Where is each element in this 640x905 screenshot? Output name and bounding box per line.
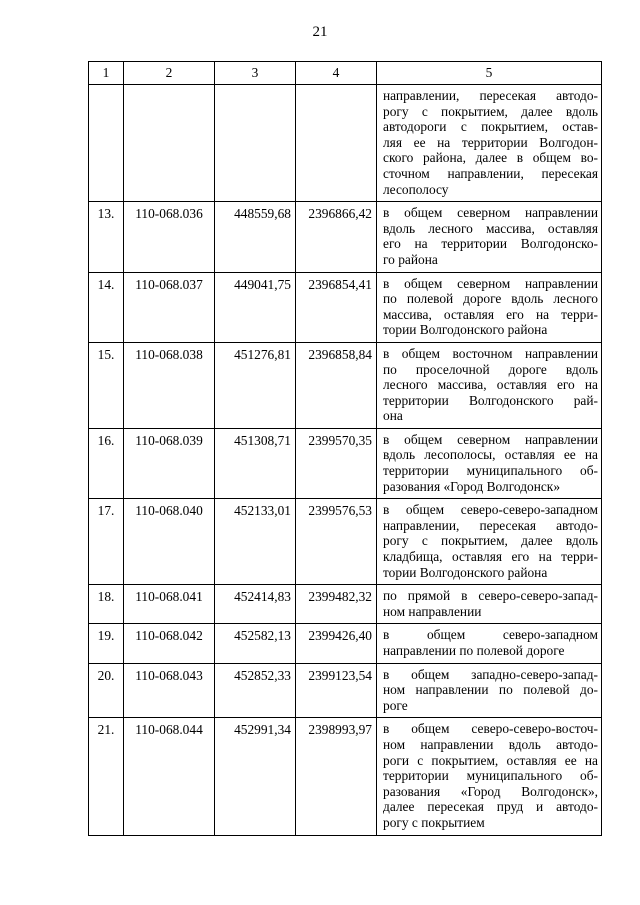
description-line: массива, оставляя его на терри-: [383, 306, 598, 322]
description-line: в общем северо-северо-восточ-: [383, 721, 598, 737]
description-line: разования «Город Волгодонск»,: [383, 783, 598, 799]
row-number: 20.: [89, 663, 124, 718]
description-line: рогу с покрытием, далее вдоль: [383, 103, 598, 119]
coordinate-y: 2396858,84: [296, 342, 377, 428]
description-line: вдоль лесного массива, оставляя: [383, 220, 598, 236]
boundary-description: [377, 585, 602, 624]
description-line: в общем северо-западном: [383, 627, 598, 643]
row-number: 19.: [89, 624, 124, 663]
coordinate-y: 2399426,40: [296, 624, 377, 663]
description-line: территории Волгодонского рай-: [383, 392, 598, 408]
boundary-table: [88, 61, 602, 836]
description-line: в общем восточном направлении: [383, 345, 598, 361]
description-line: разования «Город Волгодонск»: [383, 478, 561, 494]
description-line: его на территории Волгодонско-: [383, 236, 598, 252]
row-number: 18.: [89, 585, 124, 624]
boundary-description: [377, 85, 602, 202]
description-line: в общем северном направлении: [383, 275, 598, 291]
description-line: в общем западно-северо-запад-: [383, 666, 598, 682]
description-line: направлении, пересекая автодо-: [383, 88, 598, 103]
coordinate-y: 2399570,35: [296, 428, 377, 498]
table-row: [89, 663, 602, 718]
boundary-description: [377, 342, 602, 428]
coordinate-x: 452852,33: [215, 663, 296, 718]
description-line: направлении, пересекая автодо-: [383, 517, 598, 533]
table-row: [89, 85, 602, 202]
coordinate-x: 452991,34: [215, 718, 296, 835]
table-row: [89, 272, 602, 342]
header-col-3: 3: [215, 62, 296, 85]
coordinate-x: [215, 85, 296, 202]
description-line: автодороги с покрытием, остав-: [383, 119, 598, 135]
boundary-description: [377, 272, 602, 342]
boundary-description: [377, 202, 602, 272]
point-code: 110-068.039: [124, 428, 215, 498]
description-line: ном направлении по полевой до-: [383, 682, 598, 698]
description-line: рогу с покрытием, далее вдоль: [383, 533, 598, 549]
description-line: тории Волгодонского района: [383, 564, 548, 580]
table-row: [89, 585, 602, 624]
table-header-row: [89, 62, 602, 85]
row-number: 16.: [89, 428, 124, 498]
description-line: по проселочной дороге вдоль: [383, 361, 598, 377]
boundary-description: [377, 718, 602, 835]
point-code: [124, 85, 215, 202]
table-row: [89, 718, 602, 835]
description-line: ского района, далее в общем во-: [383, 150, 598, 166]
description-line: в общем северном направлении: [383, 431, 598, 447]
boundary-description: [377, 428, 602, 498]
point-code: 110-068.038: [124, 342, 215, 428]
description-line: кладбища, оставляя его на терри-: [383, 549, 598, 565]
description-line: далее пересекая пруд и автодо-: [383, 799, 598, 815]
point-code: 110-068.041: [124, 585, 215, 624]
description-line: роги с покрытием, оставляя ее на: [383, 752, 598, 768]
description-line: ном направлении: [383, 603, 482, 619]
row-number: 21.: [89, 718, 124, 835]
page-number: 21: [312, 24, 328, 40]
row-number: 15.: [89, 342, 124, 428]
description-line: тории Волгодонского района: [383, 322, 548, 338]
coordinate-y: 2396854,41: [296, 272, 377, 342]
header-col-4: 4: [296, 62, 377, 85]
description-line: лесного массива, оставляя его на: [383, 377, 598, 393]
coordinate-x: 452414,83: [215, 585, 296, 624]
coordinate-x: 449041,75: [215, 272, 296, 342]
table-row: [89, 624, 602, 663]
table-row: [89, 342, 602, 428]
coordinate-y: 2398993,97: [296, 718, 377, 835]
coordinate-y: 2399576,53: [296, 499, 377, 585]
description-line: рогу с покрытием: [383, 814, 485, 830]
description-line: по полевой дороге вдоль лесного: [383, 291, 598, 307]
table-row: [89, 428, 602, 498]
description-line: по прямой в северо-северо-запад-: [383, 588, 598, 604]
coordinate-x: 451308,71: [215, 428, 296, 498]
description-line: лесополосу: [383, 181, 449, 197]
point-code: 110-068.044: [124, 718, 215, 835]
description-line: ном направлении вдоль автодо-: [383, 736, 598, 752]
header-col-1: 1: [89, 62, 124, 85]
table-row: [89, 202, 602, 272]
coordinate-y: 2396866,42: [296, 202, 377, 272]
description-line: роге: [383, 697, 408, 713]
coordinate-y: [296, 85, 377, 202]
coordinate-x: 452133,01: [215, 499, 296, 585]
description-line: го района: [383, 251, 438, 267]
description-line: территории муниципального об-: [383, 768, 598, 784]
coordinate-x: 452582,13: [215, 624, 296, 663]
description-line: территории муниципального об-: [383, 463, 598, 479]
header-col-2: 2: [124, 62, 215, 85]
point-code: 110-068.037: [124, 272, 215, 342]
row-number: 13.: [89, 202, 124, 272]
coordinate-x: 451276,81: [215, 342, 296, 428]
point-code: 110-068.036: [124, 202, 215, 272]
row-number: [89, 85, 124, 202]
description-line: в общем северном направлении: [383, 205, 598, 221]
row-number: 17.: [89, 499, 124, 585]
description-line: она: [383, 408, 403, 424]
boundary-description: [377, 663, 602, 718]
header-col-5: 5: [377, 62, 602, 85]
point-code: 110-068.042: [124, 624, 215, 663]
boundary-description: [377, 499, 602, 585]
coordinate-y: 2399482,32: [296, 585, 377, 624]
point-code: 110-068.043: [124, 663, 215, 718]
description-line: сточном направлении, пересекая: [383, 165, 598, 181]
description-line: ляя ее на территории Волгодон-: [383, 134, 598, 150]
coordinate-x: 448559,68: [215, 202, 296, 272]
row-number: 14.: [89, 272, 124, 342]
point-code: 110-068.040: [124, 499, 215, 585]
boundary-description: [377, 624, 602, 663]
description-line: в общем северо-северо-западном: [383, 502, 598, 518]
description-line: вдоль лесополосы, оставляя ее на: [383, 447, 598, 463]
description-line: направлении по полевой дороге: [383, 643, 565, 658]
coordinate-y: 2399123,54: [296, 663, 377, 718]
table-row: [89, 499, 602, 585]
